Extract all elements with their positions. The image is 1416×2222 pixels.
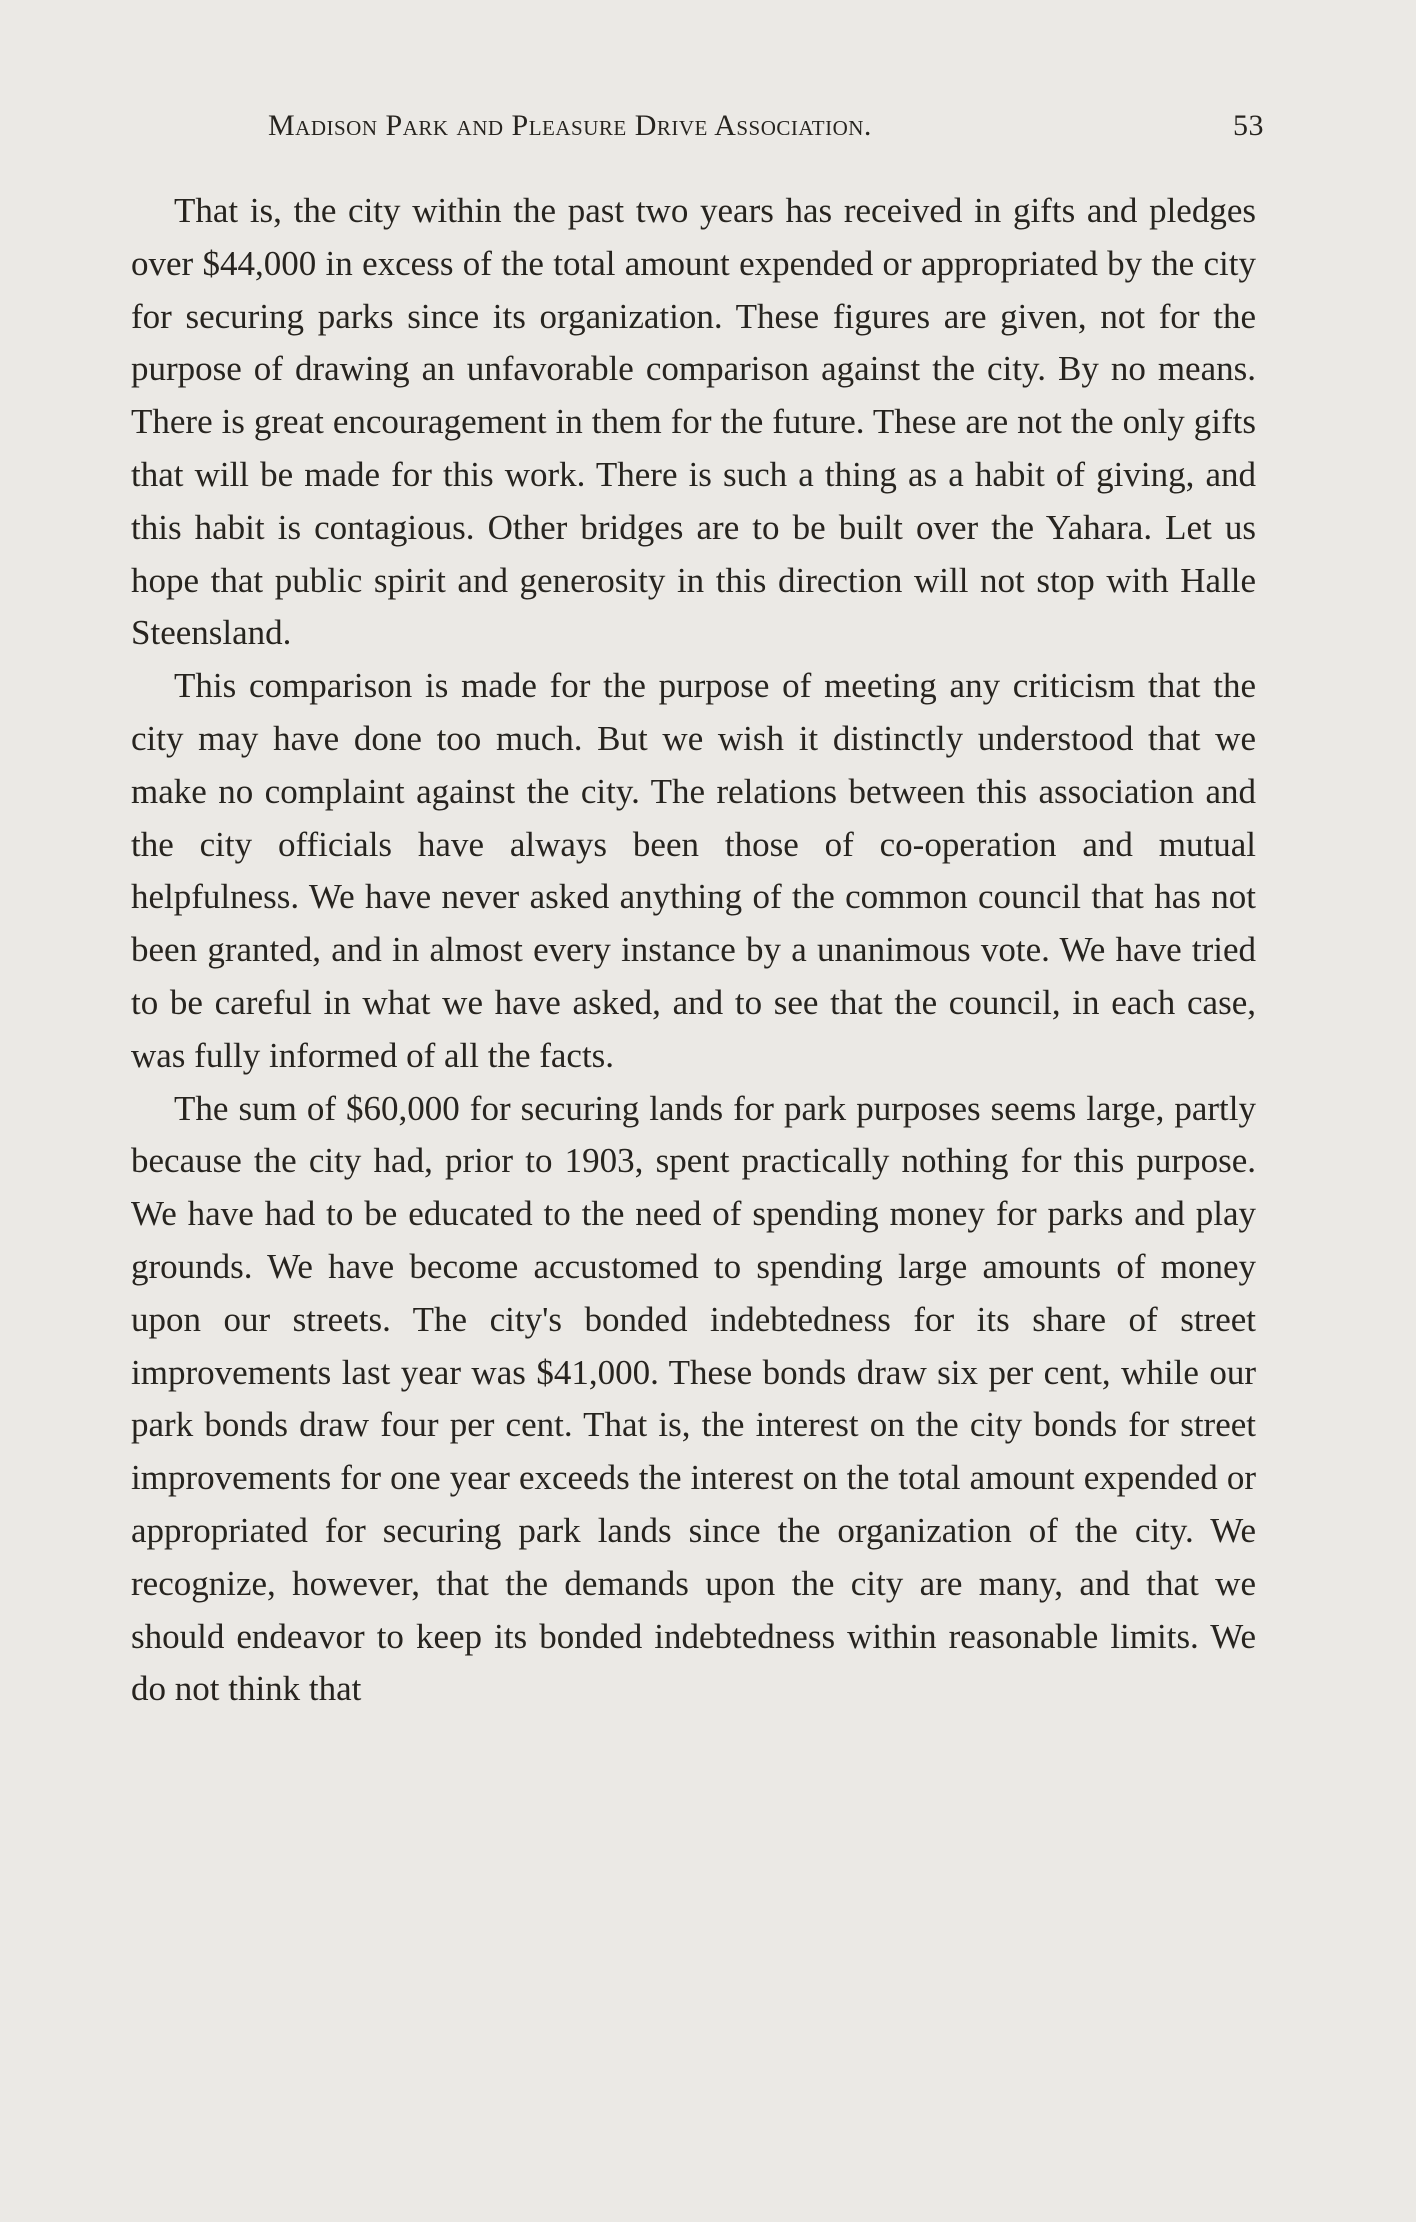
running-head (128, 106, 1264, 146)
paragraph-3: The sum of $60,000 for securing lands for park purposes seems large, partly because the city had, prior to 1903, spent practically nothing for this purpose. We have had to be educated to the need of spending money for parks and play grounds. We have become accustomed to spending large amounts of money upon our streets. The city's bonded indebtedness for its share of street improvements last year was $41,000. These bonds draw six per cent, while our park bonds draw four per cent. That is, the interest on the city bonds for street improvements for one year exceeds the interest on the total amount expended or appropriated for securing park lands since the organization of the city. We recognize, however, that the demands upon the city are many, and that we should endeavor to keep its bonded indebtedness within reasonable limits. We do not think that (131, 1088, 1256, 1709)
page-number: 53 (1233, 109, 1264, 142)
paragraph-1: That is, the city within the past two years has received in gifts and pledges over $44,000 in excess of the total amount expended or appropriated by the city for securing parks since its organization. These figures are given, not for the purpose of drawing an unfavorable comparison against the city. By no means. There is great encouragement in them for the future. These are not the only gifts that will be made for this work. There is such a thing as a habit of giving, and this habit is contagious. Other bridges are to be built over the Yahara. Let us hope that public spirit and generosity in this direction will not stop with Halle Steensland. (131, 191, 1256, 653)
running-head-title: Madison Park and Pleasure Drive Association. (268, 109, 872, 142)
paragraph-2: This comparison is made for the purpose of meeting any criticism that the city may have done too much. But we wish it distinctly understood that we make no complaint against the city. The relations between this association and the city officials have always been those of co-operation and mutual helpfulness. We have never asked anything of the common council that has not been granted, and in almost every instance by a unanimous vote. We have tried to be careful in what we have asked, and to see that the council, in each case, was fully informed of all the facts. (131, 666, 1256, 1075)
body-text (131, 185, 1256, 1716)
